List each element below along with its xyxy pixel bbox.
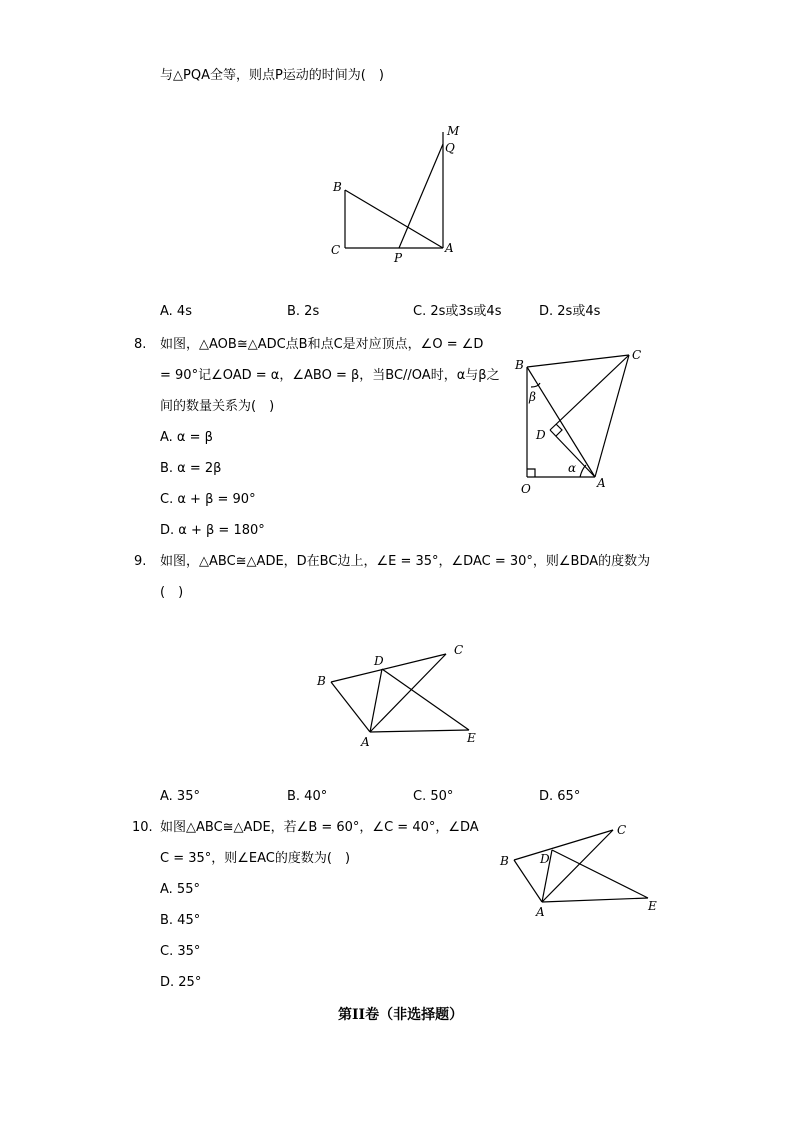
q8-label-o: O bbox=[521, 482, 531, 496]
q10-option-a[interactable]: A. 55° bbox=[160, 882, 200, 897]
q9-label-a: A bbox=[361, 735, 370, 749]
q9-option-d[interactable]: D. 65° bbox=[539, 789, 581, 804]
q10-label-a: A bbox=[536, 905, 545, 919]
q9-option-c[interactable]: C. 50° bbox=[413, 789, 454, 804]
q8-stem-line3: 间的数量关系为( ) bbox=[160, 399, 275, 414]
q10-number: 10. bbox=[132, 820, 153, 835]
q8-figure bbox=[510, 345, 650, 495]
q9-label-b: B bbox=[317, 674, 326, 688]
q9-label-c: C bbox=[454, 643, 464, 657]
q8-option-d[interactable]: D. α + β = 180° bbox=[160, 523, 265, 538]
q9-label-d: D bbox=[374, 654, 384, 668]
q10-label-c: C bbox=[617, 823, 627, 837]
q9-option-a[interactable]: A. 35° bbox=[160, 789, 200, 804]
q7-label-p: P bbox=[394, 251, 403, 265]
q7-label-c: C bbox=[331, 243, 341, 257]
section-title: 第II卷（非选择题） bbox=[338, 1007, 464, 1023]
q8-stem-line2: = 90°记∠OAD = α，∠ABO = β，当BC//OA时，α与β之 bbox=[160, 368, 500, 383]
q7-label-b: B bbox=[333, 180, 342, 194]
q7-stem-tail: 与△PQA全等，则点P运动的时间为( ) bbox=[160, 68, 384, 83]
q8-number: 8. bbox=[134, 337, 147, 352]
q7-option-a[interactable]: A. 4s bbox=[160, 304, 192, 319]
q7-label-m: M bbox=[447, 124, 460, 138]
q8-label-a: A bbox=[597, 476, 606, 490]
q7-option-d[interactable]: D. 2s或4s bbox=[539, 304, 601, 319]
q10-option-d[interactable]: D. 25° bbox=[160, 975, 202, 990]
q9-number: 9. bbox=[134, 554, 147, 569]
q10-label-b: B bbox=[500, 854, 509, 868]
q10-stem-line1: 如图△ABC≅△ADE，若∠B = 60°，∠C = 40°，∠DA bbox=[160, 820, 479, 835]
q7-option-c[interactable]: C. 2s或3s或4s bbox=[413, 304, 502, 319]
q8-label-beta: β bbox=[529, 390, 536, 404]
q8-stem-line1: 如图，△AOB≅△ADC点B和点C是对应顶点，∠O = ∠D bbox=[160, 337, 484, 352]
q8-option-c[interactable]: C. α + β = 90° bbox=[160, 492, 256, 507]
q10-figure bbox=[496, 818, 666, 918]
q9-stem-line2: ( ) bbox=[160, 585, 184, 600]
q7-label-a: A bbox=[445, 241, 454, 255]
q10-label-d: D bbox=[540, 852, 550, 866]
q7-figure bbox=[325, 122, 465, 265]
q7-option-b[interactable]: B. 2s bbox=[287, 304, 320, 319]
q10-option-b[interactable]: B. 45° bbox=[160, 913, 201, 928]
q10-option-c[interactable]: C. 35° bbox=[160, 944, 201, 959]
q8-label-b: B bbox=[515, 358, 524, 372]
q7-label-q: Q bbox=[445, 141, 455, 155]
q8-label-c: C bbox=[632, 348, 642, 362]
q9-option-b[interactable]: B. 40° bbox=[287, 789, 328, 804]
q8-option-a[interactable]: A. α = β bbox=[160, 430, 213, 445]
q10-stem-line2: C = 35°，则∠EAC的度数为( ) bbox=[160, 851, 351, 866]
q10-label-e: E bbox=[648, 899, 657, 913]
q8-label-d: D bbox=[536, 428, 546, 442]
q9-figure bbox=[312, 638, 482, 748]
q9-stem-line1: 如图，△ABC≅△ADE，D在BC边上，∠E = 35°，∠DAC = 30°，则∠BDA的度数为 bbox=[160, 554, 651, 569]
q8-option-b[interactable]: B. α = 2β bbox=[160, 461, 222, 476]
q8-label-alpha: α bbox=[568, 461, 577, 475]
q9-label-e: E bbox=[467, 731, 476, 745]
